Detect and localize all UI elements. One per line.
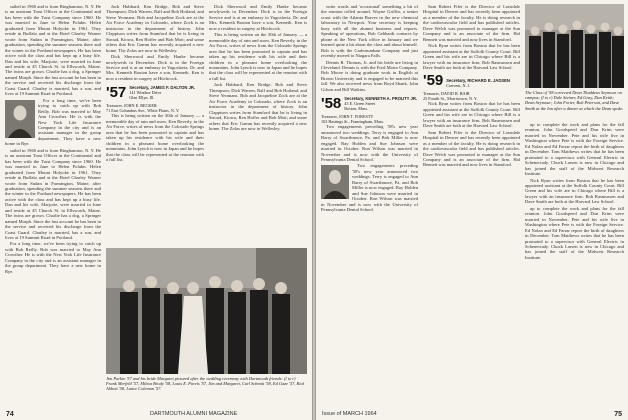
wedding-group-photo bbox=[106, 248, 307, 374]
column-text: sailed in 1960 and is from Binghamton, N. Y. He is an assistant Trust Officer at the Continental and has been with the Trust Company since 1960. He was married in June to Helen Poluhn. Helen graduated from Mount Holyoke in 1961. They reside in Buffalo and at the Hotel Charley Warner wrote from Sudan in Farmington, Maine, after graduation, spending the summer seasons there and the winter in the Portland newspapers. He has been active with the class and has kept up a busy life. Dan and his wife, Marjorie, were married in June and reside at 45 Church St. in Ellsworth, Maine. The twins are grown. Charlie has a dog, a Springer named Murph. Since the last account he has been in the service and received his discharge from the Coast Guard. Charley is married, has a son, and lives at 19 Summit Road in Portland. bbox=[5, 4, 101, 97]
portrait-photo bbox=[321, 165, 349, 199]
secretary-address: 43 E. Green Street bbox=[344, 101, 376, 107]
column-text: For a long time, we've been trying to catch up with Bob Reilly. Bob was married to May Ann Crowther. He is with the New York Life Insurance Company in the city and is an assistant manager in the group department. They have a new home in Rye. bbox=[5, 241, 101, 274]
secretary-address: Convent, N. J. bbox=[446, 83, 471, 89]
treasurer-address: 25 Fourth St., Morristown, N. Y. bbox=[423, 96, 478, 102]
class-year: '58 bbox=[321, 95, 342, 113]
column-text: For a long time, we've been trying to catch up with Bob Reilly. Bob was married to May Ann Crowther. He is with the New York Life Insurance Company in the city and is an assistant manager in the group department. They have a new home in Rye. bbox=[5, 97, 101, 147]
treasurer-name: Treasurer, JOHN T. FORESTY bbox=[321, 114, 374, 120]
secretary-name: Secretary, JAMES F. DALTON JR. bbox=[129, 85, 196, 91]
class-year: '57 bbox=[106, 84, 127, 102]
secretary-name: Secretary, RICHARD E. JADSEN bbox=[446, 78, 510, 84]
column-text: Dick Sherwood and Emily Hanke became newlyweds in December. Dick is in the Foreign Service and is at an embassy in Yugoslavia. Dr. and Mrs. Kenneth Bouton have a son, Kenneth. Ken is now a resident in surgery at Hitchcock. bbox=[209, 4, 307, 31]
column-text: Two engagements preceding '58's new year announced two weddings. Terry is engaged to Ann Barry of Swarthmore, Pa. and Bob Miller is now engaged. Ray Holden and Sue Johnson were married in October. Ron Wilson was married in November and is now with the University of Pennsylvania Dental School. bbox=[321, 163, 418, 213]
left-page bbox=[0, 0, 312, 420]
class-58-header bbox=[321, 96, 418, 111]
treasurer-address: 71 East Columbus Ave., White Plains, N. Y. bbox=[106, 108, 180, 114]
right-page bbox=[316, 0, 628, 420]
running-footer: DARTMOUTH ALUMNI MAGAZINE bbox=[150, 411, 238, 417]
class-57-header bbox=[106, 85, 204, 100]
page-number: 75 bbox=[614, 411, 622, 418]
column-text: Jack Hubbard, Ken Bridge, Bob and Steve Thompson; Dick Warren, Ralf and Bob Hoiland, and Steve Yeomans. Bob and Jacqueline Zock are at the Air Force Academy in Colorado, where Zock is an instructor in the department of history. John Clappison writes from Stamford that he is living in Stroud, Kiowa, Ren Hoffer and Bob Mott; and some others that Eric Gamm has recently acquired a new home. The Zolas are now in Wellesley. bbox=[209, 82, 307, 131]
portrait-photo bbox=[5, 100, 35, 138]
column-text: This is being written on the 30th of January — a memorable day of rain and snow. Ken Beverly, in the Air Force, writes of news from the Colorado Springs area that he has been promoted to captain and has taken up his residence with his wife and their children in a pleasant home overlooking the mountains. John Lynch is now in Japan and he hopes that the class will be represented at the reunion with a full list. bbox=[106, 113, 204, 162]
class-year: '59 bbox=[423, 72, 444, 90]
secretary-city: Boston, Mass. bbox=[344, 106, 369, 112]
column-text: Two engagements preceding '58's new year announced two weddings. Terry is engaged to Ann Barry of Swarthmore, Pa. and Bob Miller is now engaged. Ray Holden and Sue Johnson were married in October. Ron Wilson was married in November and is now with the University of Pennsylvania Dental School. bbox=[321, 124, 418, 162]
column-text: up to complete the work and plans for the fall reunion. John Goodspeed and Don Krim were married in November. Pete and his wife live in Washington where Pete is with the Foreign Service. Ed Nolan and Ed Farrar report the birth of daughters in December. Tom Matthews writes that he has been promoted to a supervisor with General Electric in Schenectady. Chuck Larsen is now in Chicago and has joined the staff of the Midwest Research Institute. bbox=[525, 205, 624, 260]
right-column-2 bbox=[423, 4, 520, 404]
column-text: write words and 'occasional' something a bit of the reunion rolled around. Wayne Griffin, a senior scout with the Atlanta Braves in the new chemical laboratory in Newport. Your secretary is keeping busy with all the alumni business and reports. Speaking of operations, Bob Gebhardt contacts by phone at the New York office in January and we learned quite a bit about the class and about himself. Bob is with the Carborundum Company and just recently moved to Niagara Falls. bbox=[321, 4, 418, 59]
right-column-3 bbox=[525, 122, 624, 404]
column-text: up to complete the work and plans for the fall reunion. John Goodspeed and Don Krim were married in November. Pete and his wife live in Washington where Pete is with the Foreign Service. Ed Nolan and Ed Farrar report the birth of daughters in December. Tom Matthews writes that he has been promoted to a supervisor with General Electric in Schenectady. Chuck Larsen is now in Chicago and has joined the staff of the Midwest Research Institute. bbox=[525, 122, 624, 177]
column-text: This is being written on the 30th of January — a memorable day of rain and snow. Ken Beverly, in the Air Force, writes of news from the Colorado Springs area that he has been promoted to captain and has taken up his residence with his wife and their children in a pleasant home overlooking the mountains. John Lynch is now in Japan and he hopes that the class will be represented at the reunion with a full list. bbox=[209, 32, 307, 81]
column-text: Dennis R. Thomas, Jr. and his bride are living in Cleveland. Dennis is with the Ford Motor Company. Bob Moore is doing graduate work in English at Brown University and is engaged to be married this fall. We also received news from Boyd Shank, John Gilson and Bill Watkins. bbox=[321, 59, 418, 92]
left-column-3 bbox=[209, 4, 307, 194]
class-59-header bbox=[423, 74, 520, 88]
right-column-1 bbox=[321, 4, 418, 404]
column-text: Nick Ryan writes from Boston that he has been appointed assistant at the Suffolk County Court. Bill Green and his wife are in Chicago where Bill is a lawyer with an insurance firm. Bob Rasmussen and Dave Smith are both at the Harvard Law School. bbox=[525, 177, 624, 205]
secretary-address: 141 Windsor Drive bbox=[129, 90, 162, 96]
column-text: Nick Ryan writes from Boston that he has been appointed assistant at the Suffolk County Court. Bill Green and his wife are in Chicago where Bill is a lawyer with an insurance firm. Bob Rasmussen and Dave Smith are both at the Harvard Law School. bbox=[423, 101, 520, 129]
column-text: Jack Hubbard, Ken Bridge, Bob and Steve Thompson; Dick Warren, Ralf and Bob Hoiland, and Steve Yeomans. Bob and Jacqueline Zock are at the Air Force Academy in Colorado, where Zock is an instructor in the department of history. John Clappison writes from Stamford that he is living in Stroud, Kiowa, Ren Hoffer and Bob Mott; and some others that Eric Gamm has recently acquired a new home. The Zolas are now in Wellesley. bbox=[106, 4, 204, 53]
secretary-city: Glen Ellyn, Ill. bbox=[129, 95, 155, 101]
photo-caption: Jim Parkin '57 and his bride Margaret pictured after the wedding ceremony with Dartmouth friends: (l to r) Frank Merfeld '57, Milton Brody '58, Louis E. Purvis '57, Jim and Margaret, Carl Schmitt '58, Ed Gaze '57, Rick Abbott '58, Lance Coleman '57. bbox=[106, 376, 305, 392]
secretary-name: Secretary, KENNETH A. PROUTY JR. bbox=[344, 96, 418, 102]
column-text: sailed in 1960 and is from Binghamton, N. Y. He is an assistant Trust Officer at the Continental and has been with the Trust Company since 1960. He was married in June to Helen Poluhn. Helen graduated from Mount Holyoke in 1961. They reside in Buffalo and at the Hotel Charley Warner wrote from Sudan in Farmington, Maine, after graduation, spending the summer seasons there and the winter in the Portland newspapers. He has been active with the class and has kept up a busy life. Dan and his wife, Marjorie, were married in June and reside at 45 Church St. in Ellsworth, Maine. The twins are grown. Charlie has a dog, a Springer named Murph. Since the last account he has been in the service and received his discharge from the Coast Guard. Charley is married, has a son, and lives at 19 Summit Road in Portland. bbox=[5, 147, 101, 241]
treasurer-address: 103 Hastings St., Framingham, Mass. bbox=[321, 119, 385, 125]
left-column-1 bbox=[5, 4, 101, 404]
running-footer: Issue of MARCH 1964 bbox=[322, 411, 377, 417]
column-text: Sam Robert Fifer is the Director of Lonsdale Hospital in Denver and has recently been appointed as a member of the faculty. He is doing research in the cardiovascular field and has published articles. Dave Welch was promoted to manager at the Sun Company and is an associate of the firm. Hal Bennett was married and now lives in Stamford. bbox=[423, 129, 520, 168]
photo-caption: The Class of '58 corrected Dean Thaddeus Seymour on campus; (l to r) Dale Steiner, Ed Gray, Dan Keith; Dean Seymour; John Forter, Bob Peterson, and Dave Smith at the Inn after a dinner at which the Dean spoke. bbox=[525, 90, 624, 111]
page-number: 74 bbox=[6, 411, 14, 418]
column-text: Sam Robert Fifer is the Director of Lonsdale Hospital in Denver and has recently been appointed as a member of the faculty. He is doing research in the cardiovascular field and has published articles. Dave Welch was promoted to manager at the Sun Company and is an associate of the firm. Hal Bennett was married and now lives in Stamford. bbox=[423, 4, 520, 42]
class-group-photo bbox=[525, 4, 624, 88]
treasurer-name: Treasurer, DAVID B. BAIR bbox=[423, 91, 470, 97]
treasurer-name: Treasurer, JOHN E. BECKER bbox=[106, 103, 157, 109]
column-text: Nick Ryan writes from Boston that he has been appointed assistant at the Suffolk County Court. Bill Green and his wife are in Chicago where Bill is a lawyer with an insurance firm. Bob Rasmussen and Dave Smith are both at the Harvard Law School. bbox=[423, 43, 520, 70]
column-text: Dick Sherwood and Emily Hanke became newlyweds in December. Dick is in the Foreign Service and is at an embassy in Yugoslavia. Dr. and Mrs. Kenneth Bouton have a son, Kenneth. Ken is now a resident in surgery at Hitchcock. bbox=[106, 54, 204, 81]
